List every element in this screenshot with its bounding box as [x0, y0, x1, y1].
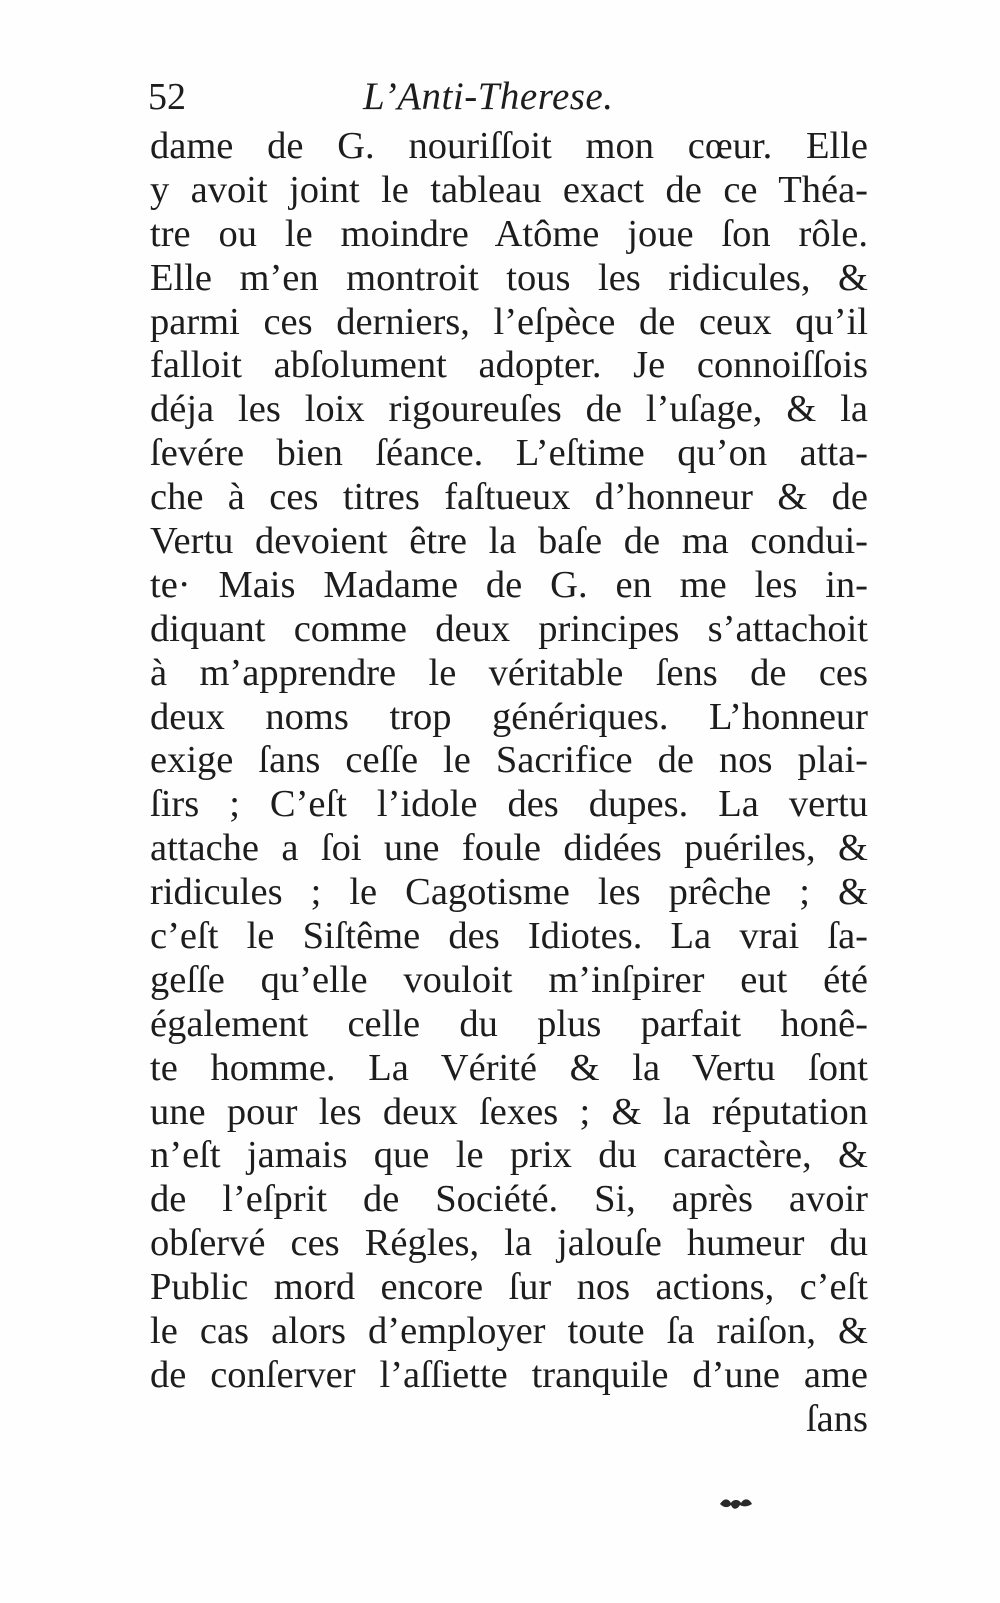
text-line: dame de G. nouriſſoit mon cœur. Elle	[150, 125, 868, 167]
text-line: y avoit joint le tableau exact de ce Théa-	[150, 168, 868, 211]
text-line: Public mord encore ſur nos actions, c’eſt	[150, 1266, 868, 1309]
running-title: L’Anti-Therese.	[363, 75, 614, 118]
text-line: ridicules ; le Cagotisme les prêche ; &	[150, 871, 868, 914]
text-line: tre ou le moindre Atôme joue ſon rôle.	[150, 212, 868, 255]
text-line: te· Mais Madame de G. en me les in-	[150, 563, 868, 606]
text-line: de conſerver l’aſſiette tranquile d’une ame	[150, 1353, 868, 1396]
text-line: une pour les deux ſexes ; & la réputation	[150, 1090, 868, 1133]
text-line: falloit abſolument adopter. Je connoiſſois	[150, 344, 868, 387]
text-line: à m’apprendre le véritable ſens de ces	[150, 651, 868, 694]
catchword: ſans	[805, 1397, 868, 1440]
body-text	[150, 125, 868, 1442]
text-line: diquant comme deux principes s’attachoit	[150, 607, 868, 650]
text-line: che à ces titres faſtueux d’honneur & de	[150, 476, 868, 519]
printer-ornament-icon	[718, 1495, 754, 1513]
text-line: Elle m’en montroit tous les ridicules, &	[150, 256, 868, 299]
text-line: également celle du plus parfait honê-	[150, 1002, 868, 1045]
text-line: exige ſans ceſſe le Sacrifice de nos plai-	[150, 739, 868, 782]
text-line: n’eſt jamais que le prix du caractère, &	[150, 1134, 868, 1177]
text-line: ſevére bien ſéance. L’eſtime qu’on atta-	[150, 432, 868, 475]
text-line: geſſe qu’elle vouloit m’inſpirer eut été	[150, 958, 868, 1001]
text-line: le cas alors d’employer toute ſa raiſon, &	[150, 1310, 868, 1353]
text-line: c’eſt le Siſtême des Idiotes. La vrai ſa-	[150, 915, 868, 958]
text-line: ſirs ; C’eſt l’idole des dupes. La vertu	[150, 783, 868, 826]
page-number: 52	[148, 76, 186, 118]
text-line: parmi ces derniers, l’eſpèce de ceux qu’il	[150, 300, 868, 343]
text-line: de l’eſprit de Société. Si, après avoir	[150, 1178, 868, 1221]
text-line: obſervé ces Régles, la jalouſe humeur du	[150, 1222, 868, 1265]
page-header	[148, 72, 708, 132]
text-line: Vertu devoient être la baſe de ma condui-	[150, 520, 868, 563]
text-line: te homme. La Vérité & la Vertu ſont	[150, 1046, 868, 1089]
text-line: deux noms trop génériques. L’honneur	[150, 695, 868, 738]
text-line: déja les loix rigoureuſes de l’uſage, & la	[150, 388, 868, 431]
text-line: attache a ſoi une foule didées puériles, &	[150, 827, 868, 870]
